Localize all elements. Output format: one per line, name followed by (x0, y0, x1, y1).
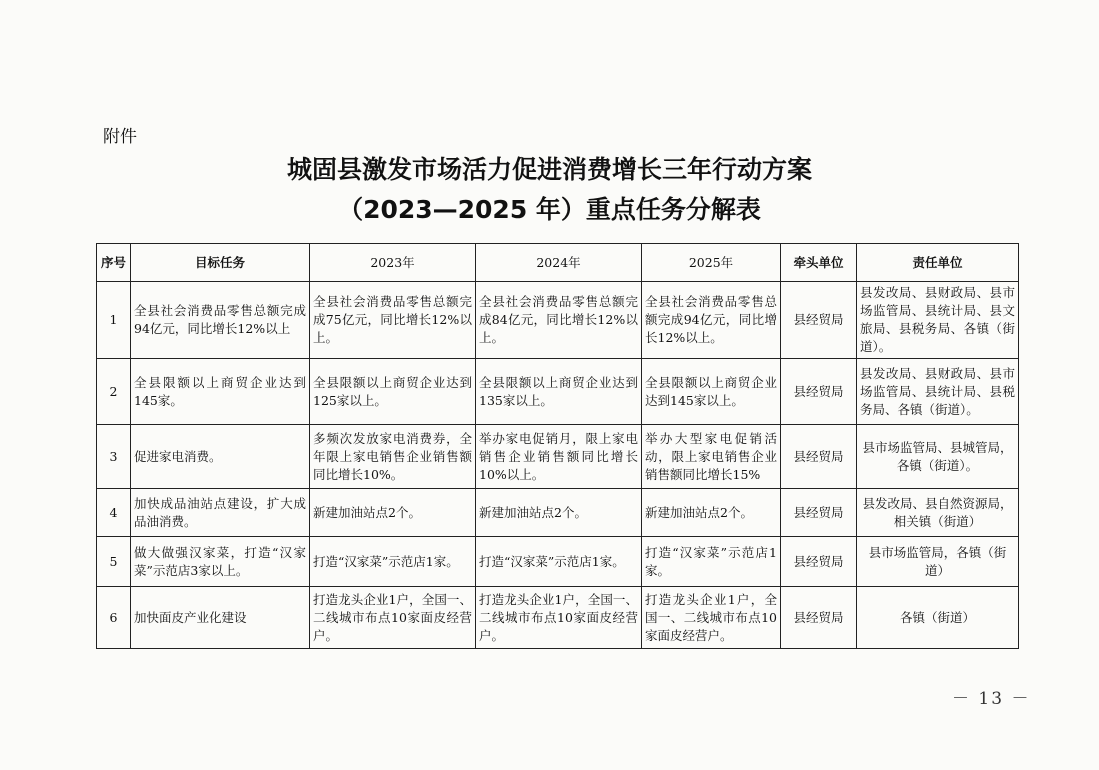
cell-target: 全县限额以上商贸企业达到145家。 (131, 359, 310, 425)
cell-2025: 全县限额以上商贸企业达到145家以上。 (642, 359, 781, 425)
header-2025: 2025年 (642, 244, 781, 282)
cell-2023: 全县社会消费品零售总额完成75亿元，同比增长12%以上。 (310, 282, 476, 359)
cell-2023: 打造龙头企业1户，全国一、二线城市布点10家面皮经营户。 (310, 587, 476, 649)
cell-target: 全县社会消费品零售总额完成94亿元，同比增长12%以上 (131, 282, 310, 359)
cell-lead-unit: 县经贸局 (781, 587, 857, 649)
table-row (97, 587, 1019, 649)
cell-seq: 4 (97, 489, 131, 537)
cell-responsible-unit: 县市场监管局、县城管局，各镇（街道）。 (857, 425, 1019, 489)
cell-lead-unit: 县经贸局 (781, 359, 857, 425)
cell-seq: 2 (97, 359, 131, 425)
cell-target: 做大做强汉家菜，打造“汉家菜”示范店3家以上。 (131, 537, 310, 587)
attachment-label: 附件 (103, 127, 137, 147)
document-subtitle: （2023—2025 年）重点任务分解表 (338, 195, 761, 224)
cell-responsible-unit: 县发改局、县财政局、县市场监管局、县统计局、县税务局、各镇（街道）。 (857, 359, 1019, 425)
cell-responsible-unit: 各镇（街道） (857, 587, 1019, 649)
table-header-row (97, 244, 1019, 282)
cell-seq: 1 (97, 282, 131, 359)
table-row (97, 537, 1019, 587)
table-row (97, 282, 1019, 359)
cell-2023: 全县限额以上商贸企业达到125家以上。 (310, 359, 476, 425)
cell-2025: 打造龙头企业1户，全国一、二线城市布点10家面皮经营户。 (642, 587, 781, 649)
cell-2025: 新建加油站点2个。 (642, 489, 781, 537)
cell-2024: 打造“汉家菜”示范店1家。 (476, 537, 642, 587)
cell-seq: 5 (97, 537, 131, 587)
cell-target: 促进家电消费。 (131, 425, 310, 489)
cell-lead-unit: 县经贸局 (781, 282, 857, 359)
cell-2023: 多频次发放家电消费券，全年限上家电销售企业销售额同比增长10%。 (310, 425, 476, 489)
cell-2025: 举办大型家电促销活动，限上家电销售企业销售额同比增长15% (642, 425, 781, 489)
cell-responsible-unit: 县发改局、县财政局、县市场监管局、县统计局、县文旅局、县税务局、各镇（街道）。 (857, 282, 1019, 359)
task-breakdown-table (96, 243, 1019, 649)
cell-2024: 举办家电促销月，限上家电销售企业销售额同比增长10%以上。 (476, 425, 642, 489)
cell-seq: 3 (97, 425, 131, 489)
cell-responsible-unit: 县市场监管局，各镇（街道） (857, 537, 1019, 587)
cell-responsible-unit: 县发改局、县自然资源局，相关镇（街道） (857, 489, 1019, 537)
table-row (97, 425, 1019, 489)
cell-2024: 全县限额以上商贸企业达到135家以上。 (476, 359, 642, 425)
header-2024: 2024年 (476, 244, 642, 282)
cell-target: 加快成品油站点建设，扩大成品油消费。 (131, 489, 310, 537)
cell-2024: 新建加油站点2个。 (476, 489, 642, 537)
cell-2023: 打造“汉家菜”示范店1家。 (310, 537, 476, 587)
cell-target: 加快面皮产业化建设 (131, 587, 310, 649)
cell-2025: 全县社会消费品零售总额完成94亿元，同比增长12%以上。 (642, 282, 781, 359)
header-target: 目标任务 (131, 244, 310, 282)
page-number: － 13 － (952, 689, 1031, 709)
cell-2023: 新建加油站点2个。 (310, 489, 476, 537)
header-2023: 2023年 (310, 244, 476, 282)
task-table-container (96, 243, 1018, 649)
cell-2024: 打造龙头企业1户，全国一、二线城市布点10家面皮经营户。 (476, 587, 642, 649)
document-title: 城固县激发市场活力促进消费增长三年行动方案 (286, 155, 812, 184)
cell-2025: 打造“汉家菜”示范店1家。 (642, 537, 781, 587)
table-row (97, 489, 1019, 537)
header-seq: 序号 (97, 244, 131, 282)
cell-seq: 6 (97, 587, 131, 649)
cell-lead-unit: 县经贸局 (781, 537, 857, 587)
table-row (97, 359, 1019, 425)
cell-lead-unit: 县经贸局 (781, 425, 857, 489)
header-responsible-unit: 责任单位 (857, 244, 1019, 282)
header-lead-unit: 牵头单位 (781, 244, 857, 282)
cell-2024: 全县社会消费品零售总额完成84亿元，同比增长12%以上。 (476, 282, 642, 359)
cell-lead-unit: 县经贸局 (781, 489, 857, 537)
